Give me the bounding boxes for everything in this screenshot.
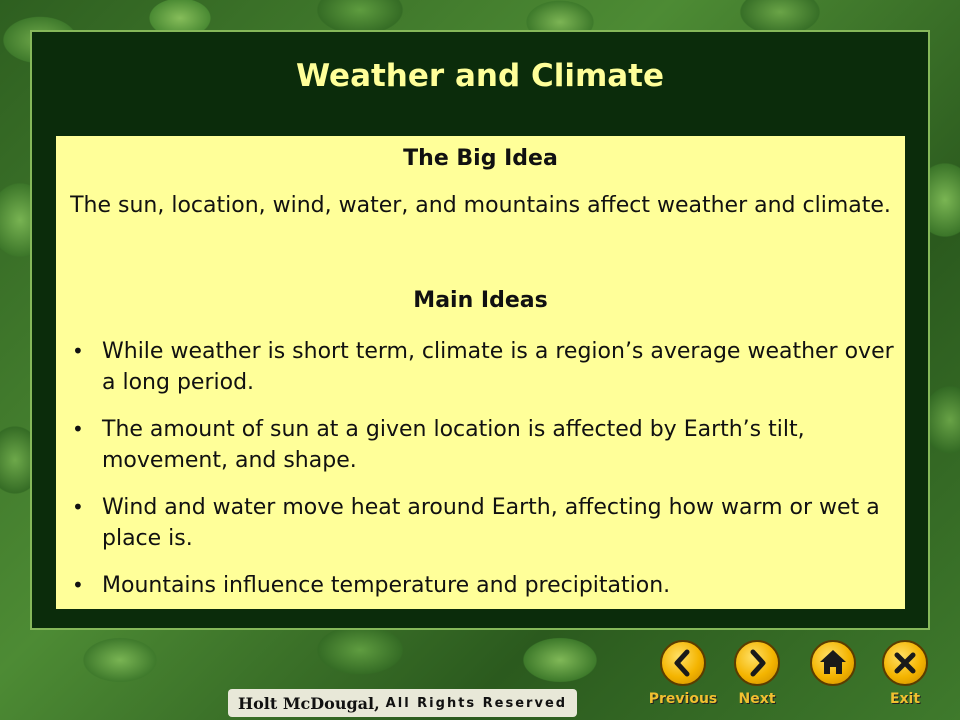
bullet-icon: •	[72, 417, 84, 441]
main-idea-text: The amount of sun at a given location is affected by Earth’s tilt, movement, and shape.	[102, 417, 805, 473]
main-idea-item	[70, 570, 900, 601]
next-label[interactable]: Next	[738, 691, 776, 707]
main-idea-text: Mountains influence temperature and precipitation.	[102, 573, 671, 598]
chevron-left-icon	[662, 642, 704, 684]
main-idea-item	[70, 336, 900, 398]
next-button[interactable]	[734, 640, 780, 686]
close-icon	[884, 642, 926, 684]
slide-title: Weather and Climate	[295, 58, 665, 94]
main-idea-item	[70, 492, 900, 554]
content-box	[56, 136, 905, 609]
previous-button[interactable]	[660, 640, 706, 686]
home-button[interactable]	[810, 640, 856, 686]
main-idea-item	[70, 414, 900, 476]
footer-copyright	[228, 689, 577, 717]
bullet-icon: •	[72, 573, 84, 597]
exit-label[interactable]: Exit	[889, 691, 921, 707]
main-ideas-list	[70, 336, 900, 617]
bullet-icon: •	[72, 495, 84, 519]
footer-brand: Holt McDougal,	[238, 693, 380, 713]
big-idea-text: The sun, location, wind, water, and mountains affect weather and climate.	[70, 193, 891, 218]
footer-rights: All Rights Reserved	[385, 695, 568, 711]
main-ideas-heading: Main Ideas	[413, 288, 548, 313]
chevron-right-icon	[736, 642, 778, 684]
big-idea-heading: The Big Idea	[403, 146, 558, 171]
exit-button[interactable]	[882, 640, 928, 686]
main-idea-text: Wind and water move heat around Earth, affecting how warm or wet a place is.	[102, 495, 880, 551]
main-idea-text: While weather is short term, climate is a region’s average weather over a long period.	[102, 339, 894, 395]
bullet-icon: •	[72, 339, 84, 363]
previous-label[interactable]: Previous	[648, 691, 718, 707]
home-icon	[812, 642, 854, 684]
